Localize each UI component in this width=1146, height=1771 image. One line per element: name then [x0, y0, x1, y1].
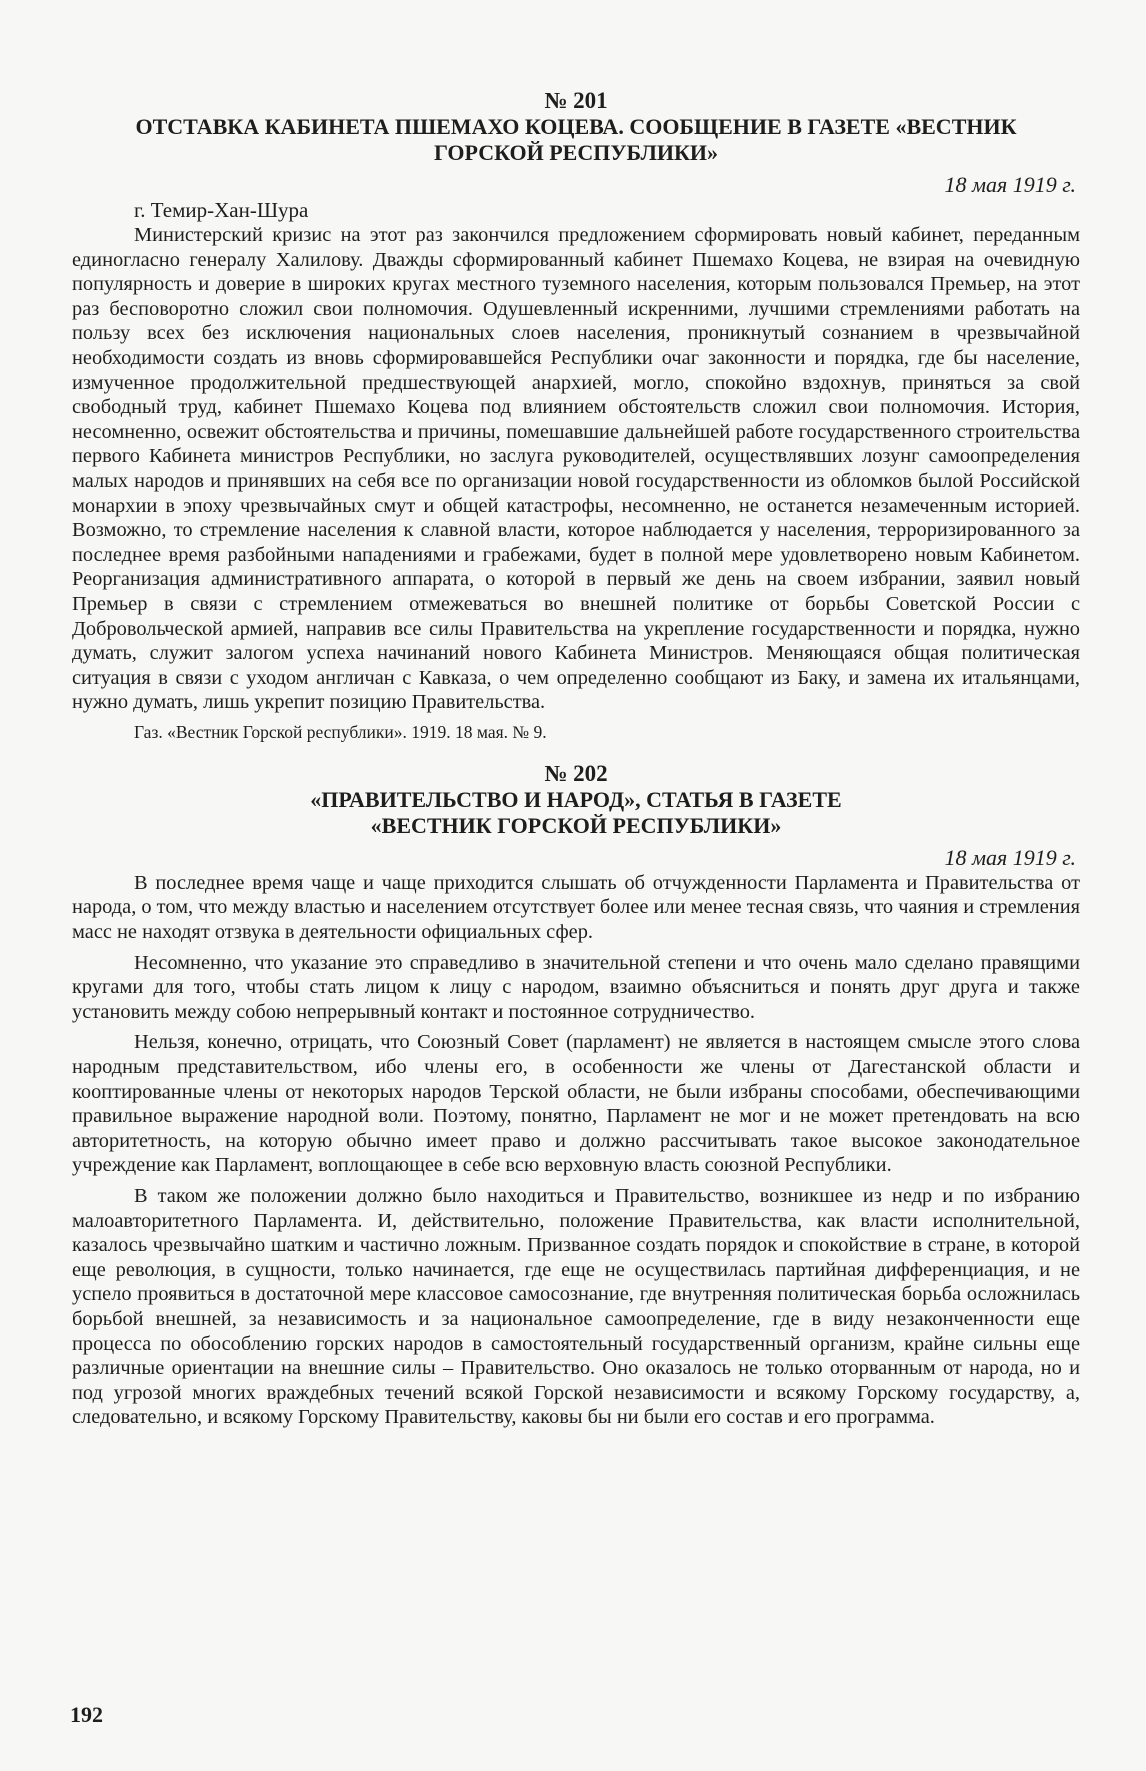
- body-paragraph: Нельзя, конечно, отрицать, что Союзный Совет (парламент) не является в настоящем смысле этого слова народным представительством, ибо члены его, в особенности же члены от Дагестанской области и кооптированные члены от некоторых народов Терской области, не были избраны способами, обеспечивающими правильное выражение народной воли. Поэтому, понятно, Парламент не мог и не может претендовать на всю авторитетность, на которую обычно имеет право и должно рассчитывать такое высокое законодательное учреждение как Парламент, воплощающее в себе всю верховную власть союзной Республики.: [72, 1031, 1080, 1177]
- document-number: № 202: [544, 760, 608, 786]
- document-date: 18 мая 1919 г.: [944, 172, 1076, 197]
- document-place: г. Темир-Хан-Шура: [134, 198, 309, 222]
- body-paragraph: В таком же положении должно было находиться и Правительство, возникшее из недр и по избранию малоавторитетного Парламента. И, действительно, положение Правительства, как власти исполнительной, казалось чрезвычайно шатким и частично ложным. Призванное создать порядок и спокойствие в стране, в которой еще революция, в сущности, только начинается, где еще не осуществилась партийная дифференциация, и не успело проявиться в достаточной мере классовое самосознание, где внутренняя политическая борьба осложнилась борьбой внешней, за независимость и за национальное самоопределение, где в виду незаконченности еще процесса по обособлению горских народов в самостоятельный государственный организм, крайне сильны еще различные ориентации на внешние силы – Правительство. Оно оказалось не только оторванным от народа, но и под угрозой многих враждебных течений всякой Горской независимости и всякому Горскому государству, а, следовательно, и всякому Горскому Правительству, каковы бы ни были его состав и его программа.: [72, 1185, 1080, 1429]
- document-202: [72, 761, 1080, 1430]
- document-number: № 201: [544, 88, 608, 113]
- body-paragraph: Министерский кризис на этот раз закончился предложением сформировать новый кабинет, переданным единогласно генералу Халилову. Дважды сформированный кабинет Пшемахо Коцева, не взирая на очевидную популярность и доверие в широких кругах местного туземного населения, которым пользовался Премьер, на этот раз бесповоротно сложил свои полномочия. Одушевленный искренними, лучшими стремлениями работать на пользу всех без исключения национальных слоев населения, проникнутый сознанием в чрезвычайной необходимости создать из вновь сформировавшейся Республики очаг законности и порядка, где бы население, измученное продолжительной предшествующей анархией, могло, спокойно вздохнув, приняться за свой свободный труд, кабинет Пшемахо Коцева под влиянием обстоятельств сложил свои полномочия. История, несомненно, освежит обстоятельства и причины, помешавшие дальнейшей работе государственного строительства первого Кабинета министров Республики, но заслуга руководителей, осуществлявших лозунг самоопределения малых народов и принявших на себя все по организации новой государственности из обломков былой Российской монархии в эпоху чрезвычайных смут и общей катастрофы, несомненно, не останется незамеченным историей. Возможно, то стремление населения к славной власти, которое наблюдается у населения, терроризированного за последнее время разбойными нападениями и грабежами, будет в полной мере удовлетворено новым Кабинетом. Реорганизация административного аппарата, о которой в первый же день на своем избрании, заявил новый Премьер в связи с стремлением отмежеваться во внешней политике от борьбы Советской России с Добровольческой армией, направив все силы Правительства на укрепление государственности и порядка, нужно думать, служит залогом успеха начинаний нового Кабинета Министров. Меняющаяся общая политическая ситуация в связи с уходом англичан с Кавказа, о чем определенно сообщают из Баку, и замена их итальянцами, нужно думать, лишь укрепит позицию Правительства.: [72, 224, 1080, 714]
- document-title-line-2: «ВЕСТНИК ГОРСКОЙ РЕСПУБЛИКИ»: [370, 812, 782, 838]
- document-201: [72, 88, 1080, 743]
- page-number: 192: [70, 1702, 103, 1727]
- source-citation: Газ. «Вестник Горской республики». 1919. 18 мая. № 9.: [134, 721, 547, 742]
- document-date: 18 мая 1919 г.: [944, 844, 1076, 870]
- body-paragraph: Несомненно, что указание это справедливо в значительной степени и что очень мало сделано правящими кругами для того, чтобы стать лицом к лицу с народом, взаимно объясниться и понять друг друга и также установить между собою непрерывный контакт и постоянное сотрудничество.: [72, 951, 1080, 1023]
- body-paragraph: В последнее время чаще и чаще приходится слышать об отчужденности Парламента и Правительства от народа, о том, что между властью и населением отсутствует более или менее тесная связь, что чаяния и стремления масс не находят отзвука в деятельности официальных сфер.: [72, 871, 1080, 944]
- document-page: [72, 88, 1080, 1430]
- document-title-line-1: ОТСТАВКА КАБИНЕТА ПШЕМАХО КОЦЕВА. СООБЩЕНИЕ В ГАЗЕТЕ «ВЕСТНИК: [135, 114, 1017, 139]
- document-title-line-1: «ПРАВИТЕЛЬСТВО И НАРОД», СТАТЬЯ В ГАЗЕТЕ: [310, 786, 842, 812]
- section-divider: [72, 743, 1080, 761]
- document-title-line-2: ГОРСКОЙ РЕСПУБЛИКИ»: [433, 140, 719, 165]
